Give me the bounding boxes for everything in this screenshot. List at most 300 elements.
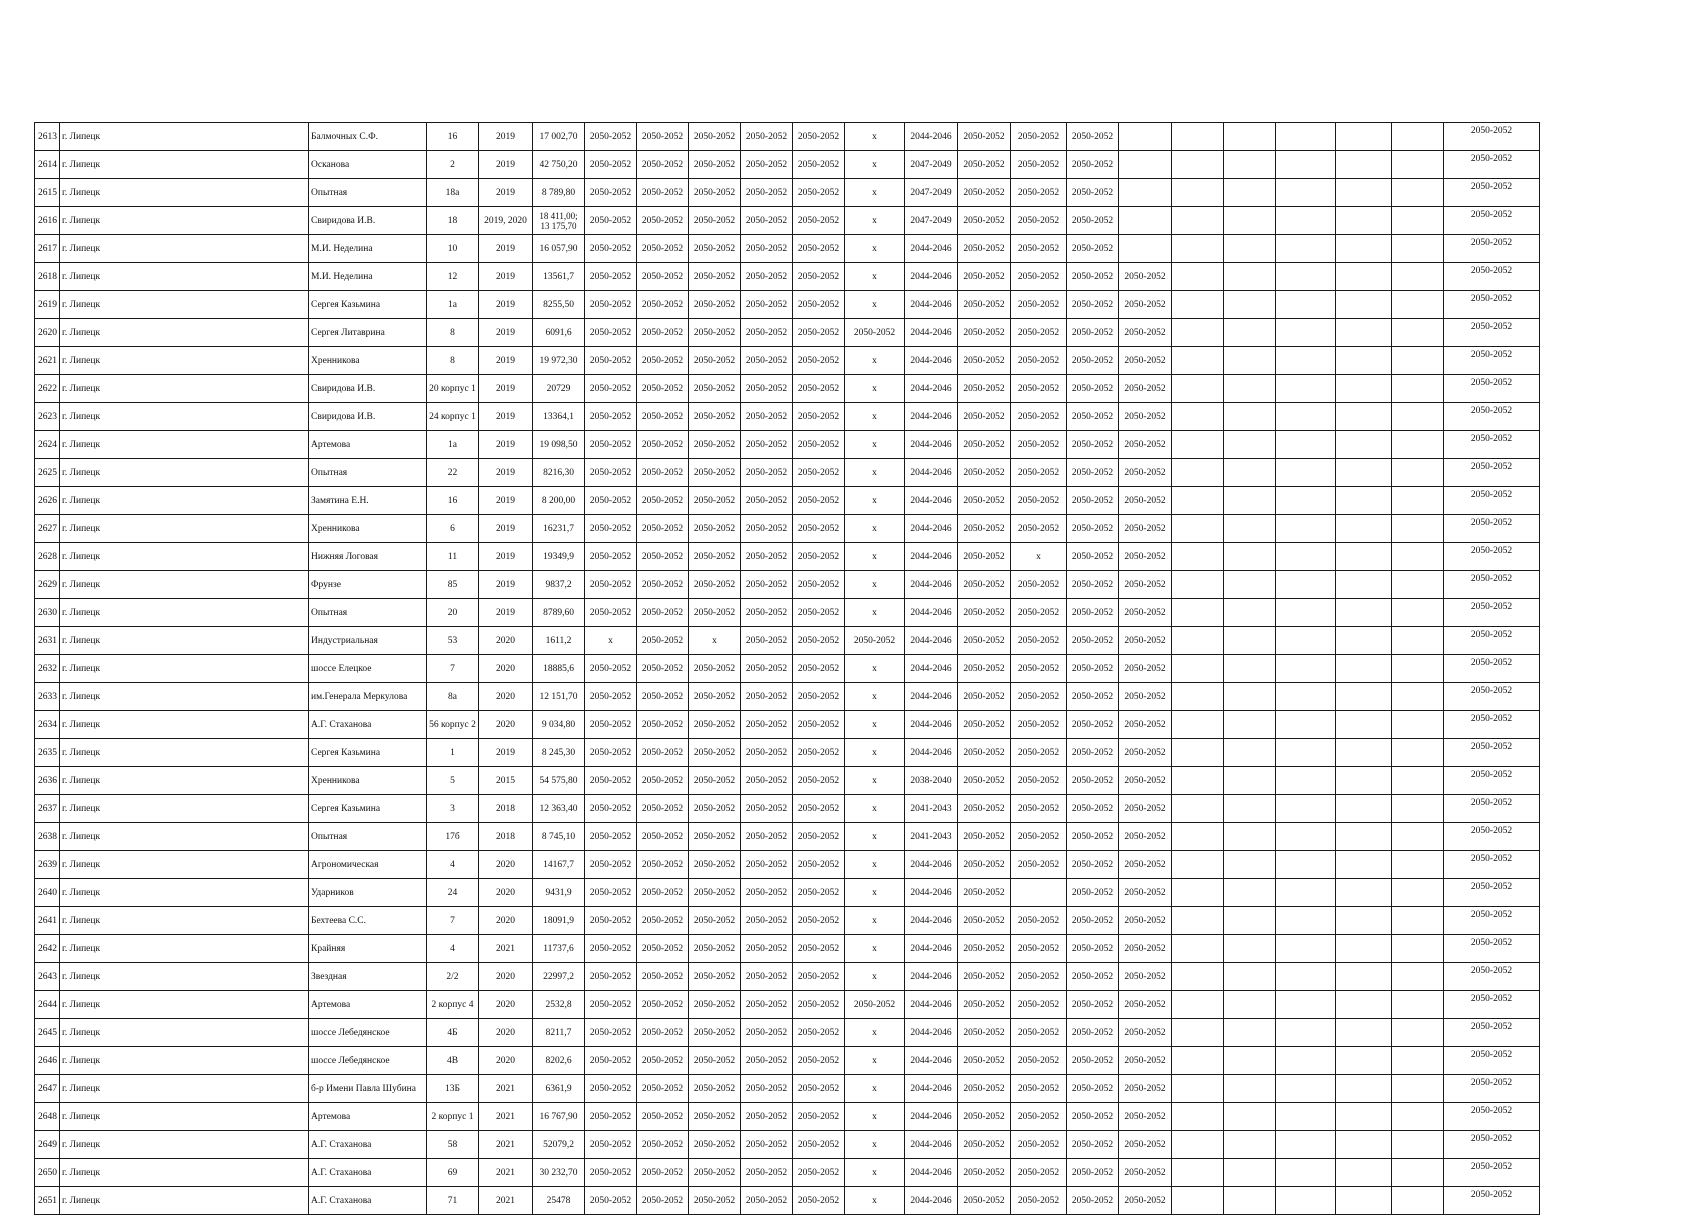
cell-period-col-7: 2044-2046 (905, 319, 958, 347)
table-row (35, 795, 1540, 823)
cell-period-col-last: 2050-2052 (1444, 263, 1540, 291)
cell-period-col-14 (1276, 179, 1336, 207)
cell-street: Хренникова (309, 347, 427, 375)
cell-period-col-2: 2050-2052 (637, 375, 689, 403)
cell-period-col-14 (1276, 991, 1336, 1019)
cell-period-col-4: 2050-2052 (741, 1159, 793, 1187)
cell-amount: 25478 (533, 1187, 585, 1215)
table-row (35, 655, 1540, 683)
cell-period-col-3: 2050-2052 (689, 151, 741, 179)
cell-period-col-3: 2050-2052 (689, 1159, 741, 1187)
cell-city: г. Липецк (60, 823, 309, 851)
cell-period-col-2: 2050-2052 (637, 739, 689, 767)
cell-period-col-15 (1336, 487, 1392, 515)
cell-period-col-9: 2050-2052 (1011, 1047, 1067, 1075)
cell-period-col-13 (1224, 879, 1276, 907)
cell-year: 2021 (479, 1187, 533, 1215)
cell-period-col-6: x (845, 151, 905, 179)
cell-period-col-10: 2050-2052 (1067, 1019, 1119, 1047)
cell-period-col-15 (1336, 1103, 1392, 1131)
cell-street: Сергея Казьмина (309, 739, 427, 767)
cell-period-col-5: 2050-2052 (793, 543, 845, 571)
cell-period-col-9: 2050-2052 (1011, 403, 1067, 431)
cell-amount: 9837,2 (533, 571, 585, 599)
cell-period-col-2: 2050-2052 (637, 235, 689, 263)
cell-street: Балмочных С.Ф. (309, 123, 427, 151)
cell-period-col-13 (1224, 963, 1276, 991)
cell-period-col-11: 2050-2052 (1119, 627, 1172, 655)
cell-period-col-5: 2050-2052 (793, 319, 845, 347)
cell-year: 2019 (479, 235, 533, 263)
cell-year: 2021 (479, 1103, 533, 1131)
cell-period-col-14 (1276, 235, 1336, 263)
cell-period-col-15 (1336, 1047, 1392, 1075)
cell-period-col-9: 2050-2052 (1011, 1131, 1067, 1159)
cell-period-col-3: 2050-2052 (689, 263, 741, 291)
cell-row-number: 2627 (35, 515, 60, 543)
cell-period-col-12 (1172, 711, 1224, 739)
cell-period-col-15 (1336, 235, 1392, 263)
cell-amount: 18885,6 (533, 655, 585, 683)
table-row (35, 347, 1540, 375)
cell-period-col-12 (1172, 963, 1224, 991)
cell-period-col-last: 2050-2052 (1444, 683, 1540, 711)
cell-period-col-16 (1392, 1159, 1444, 1187)
cell-period-col-13 (1224, 515, 1276, 543)
cell-period-col-last: 2050-2052 (1444, 851, 1540, 879)
cell-period-col-6: x (845, 767, 905, 795)
cell-amount: 8216,30 (533, 459, 585, 487)
cell-period-col-14 (1276, 123, 1336, 151)
cell-period-col-12 (1172, 375, 1224, 403)
cell-period-col-4: 2050-2052 (741, 823, 793, 851)
cell-period-col-3: 2050-2052 (689, 543, 741, 571)
table-row (35, 235, 1540, 263)
cell-period-col-3: 2050-2052 (689, 767, 741, 795)
cell-row-number: 2624 (35, 431, 60, 459)
cell-period-col-4: 2050-2052 (741, 403, 793, 431)
cell-period-col-12 (1172, 1019, 1224, 1047)
cell-period-col-16 (1392, 1047, 1444, 1075)
cell-period-col-10: 2050-2052 (1067, 1103, 1119, 1131)
cell-period-col-14 (1276, 823, 1336, 851)
cell-house-number: 53 (427, 627, 479, 655)
cell-period-col-8: 2050-2052 (958, 179, 1011, 207)
cell-period-col-5: 2050-2052 (793, 907, 845, 935)
cell-period-col-2: 2050-2052 (637, 543, 689, 571)
cell-period-col-13 (1224, 1159, 1276, 1187)
cell-period-col-16 (1392, 1131, 1444, 1159)
cell-period-col-1: 2050-2052 (585, 319, 637, 347)
cell-period-col-8: 2050-2052 (958, 571, 1011, 599)
cell-period-col-8: 2050-2052 (958, 599, 1011, 627)
cell-period-col-13 (1224, 767, 1276, 795)
cell-period-col-2: 2050-2052 (637, 459, 689, 487)
cell-period-col-1: 2050-2052 (585, 1075, 637, 1103)
cell-period-col-10: 2050-2052 (1067, 487, 1119, 515)
cell-period-col-7: 2044-2046 (905, 543, 958, 571)
cell-period-col-16 (1392, 319, 1444, 347)
cell-period-col-5: 2050-2052 (793, 179, 845, 207)
cell-period-col-2: 2050-2052 (637, 1047, 689, 1075)
cell-year: 2019 (479, 515, 533, 543)
cell-period-col-5: 2050-2052 (793, 795, 845, 823)
cell-year: 2019 (479, 319, 533, 347)
cell-period-col-1: 2050-2052 (585, 1047, 637, 1075)
cell-period-col-1: 2050-2052 (585, 151, 637, 179)
cell-period-col-14 (1276, 347, 1336, 375)
cell-amount: 8202,6 (533, 1047, 585, 1075)
cell-row-number: 2615 (35, 179, 60, 207)
cell-period-col-14 (1276, 1019, 1336, 1047)
cell-period-col-16 (1392, 1187, 1444, 1215)
cell-period-col-9: 2050-2052 (1011, 291, 1067, 319)
cell-period-col-11: 2050-2052 (1119, 823, 1172, 851)
cell-house-number: 8а (427, 683, 479, 711)
cell-period-col-5: 2050-2052 (793, 711, 845, 739)
cell-period-col-8: 2050-2052 (958, 627, 1011, 655)
cell-period-col-3: 2050-2052 (689, 795, 741, 823)
cell-period-col-1: 2050-2052 (585, 963, 637, 991)
cell-period-col-12 (1172, 543, 1224, 571)
cell-house-number: 4 (427, 851, 479, 879)
cell-period-col-15 (1336, 767, 1392, 795)
cell-row-number: 2638 (35, 823, 60, 851)
cell-house-number: 12 (427, 263, 479, 291)
cell-year: 2021 (479, 1159, 533, 1187)
cell-period-col-5: 2050-2052 (793, 627, 845, 655)
cell-amount: 11737,6 (533, 935, 585, 963)
cell-house-number: 18 (427, 207, 479, 235)
cell-period-col-3: 2050-2052 (689, 207, 741, 235)
cell-amount: 42 750,20 (533, 151, 585, 179)
cell-period-col-5: 2050-2052 (793, 1047, 845, 1075)
cell-period-col-12 (1172, 1103, 1224, 1131)
cell-period-col-15 (1336, 879, 1392, 907)
cell-period-col-9: 2050-2052 (1011, 431, 1067, 459)
cell-period-col-1: 2050-2052 (585, 711, 637, 739)
cell-period-col-15 (1336, 431, 1392, 459)
cell-period-col-15 (1336, 627, 1392, 655)
cell-period-col-2: 2050-2052 (637, 1187, 689, 1215)
cell-period-col-1: 2050-2052 (585, 1103, 637, 1131)
cell-period-col-12 (1172, 599, 1224, 627)
cell-period-col-3: x (689, 627, 741, 655)
cell-period-col-5: 2050-2052 (793, 823, 845, 851)
cell-period-col-15 (1336, 935, 1392, 963)
table-row (35, 543, 1540, 571)
cell-row-number: 2625 (35, 459, 60, 487)
cell-house-number: 24 (427, 879, 479, 907)
table-row (35, 879, 1540, 907)
cell-period-col-6: 2050-2052 (845, 627, 905, 655)
cell-period-col-11 (1119, 151, 1172, 179)
table-row (35, 375, 1540, 403)
cell-period-col-1: 2050-2052 (585, 179, 637, 207)
cell-city: г. Липецк (60, 963, 309, 991)
cell-street: М.И. Неделина (309, 263, 427, 291)
cell-period-col-4: 2050-2052 (741, 543, 793, 571)
table-row (35, 207, 1540, 235)
cell-period-col-11 (1119, 235, 1172, 263)
cell-row-number: 2643 (35, 963, 60, 991)
cell-period-col-8: 2050-2052 (958, 1075, 1011, 1103)
cell-period-col-5: 2050-2052 (793, 347, 845, 375)
cell-period-col-12 (1172, 1047, 1224, 1075)
cell-amount: 8255,50 (533, 291, 585, 319)
cell-city: г. Липецк (60, 739, 309, 767)
cell-period-col-5: 2050-2052 (793, 291, 845, 319)
cell-period-col-5: 2050-2052 (793, 991, 845, 1019)
cell-period-col-4: 2050-2052 (741, 431, 793, 459)
cell-period-col-5: 2050-2052 (793, 599, 845, 627)
cell-period-col-1: 2050-2052 (585, 1131, 637, 1159)
cell-period-col-9: 2050-2052 (1011, 515, 1067, 543)
cell-period-col-2: 2050-2052 (637, 1075, 689, 1103)
cell-year: 2019 (479, 151, 533, 179)
cell-city: г. Липецк (60, 599, 309, 627)
cell-row-number: 2650 (35, 1159, 60, 1187)
cell-period-col-11: 2050-2052 (1119, 991, 1172, 1019)
cell-period-col-7: 2044-2046 (905, 1131, 958, 1159)
cell-period-col-8: 2050-2052 (958, 403, 1011, 431)
cell-period-col-6: x (845, 431, 905, 459)
cell-period-col-7: 2044-2046 (905, 515, 958, 543)
cell-period-col-2: 2050-2052 (637, 851, 689, 879)
cell-period-col-3: 2050-2052 (689, 1103, 741, 1131)
cell-period-col-9: 2050-2052 (1011, 1019, 1067, 1047)
cell-period-col-2: 2050-2052 (637, 1103, 689, 1131)
cell-period-col-1: 2050-2052 (585, 1187, 637, 1215)
cell-period-col-last: 2050-2052 (1444, 543, 1540, 571)
cell-street: А.Г. Стаханова (309, 1187, 427, 1215)
cell-year: 2015 (479, 767, 533, 795)
cell-period-col-10: 2050-2052 (1067, 823, 1119, 851)
table-row (35, 627, 1540, 655)
cell-period-col-11: 2050-2052 (1119, 795, 1172, 823)
cell-period-col-13 (1224, 1187, 1276, 1215)
cell-period-col-7: 2044-2046 (905, 431, 958, 459)
cell-city: г. Липецк (60, 515, 309, 543)
cell-period-col-13 (1224, 431, 1276, 459)
table-row (35, 683, 1540, 711)
cell-period-col-9: 2050-2052 (1011, 1159, 1067, 1187)
cell-period-col-7: 2044-2046 (905, 459, 958, 487)
cell-city: г. Липецк (60, 627, 309, 655)
cell-street: А.Г. Стаханова (309, 1159, 427, 1187)
cell-year: 2021 (479, 1131, 533, 1159)
cell-period-col-3: 2050-2052 (689, 319, 741, 347)
cell-year: 2019 (479, 263, 533, 291)
cell-amount: 20729 (533, 375, 585, 403)
cell-period-col-11: 2050-2052 (1119, 963, 1172, 991)
cell-period-col-10: 2050-2052 (1067, 627, 1119, 655)
cell-period-col-13 (1224, 207, 1276, 235)
cell-period-col-13 (1224, 795, 1276, 823)
cell-amount: 13561,7 (533, 263, 585, 291)
cell-period-col-7: 2044-2046 (905, 991, 958, 1019)
cell-period-col-15 (1336, 319, 1392, 347)
cell-period-col-14 (1276, 1187, 1336, 1215)
cell-period-col-last: 2050-2052 (1444, 1187, 1540, 1215)
table-row (35, 1075, 1540, 1103)
cell-period-col-6: x (845, 1159, 905, 1187)
cell-house-number: 1а (427, 431, 479, 459)
cell-period-col-3: 2050-2052 (689, 599, 741, 627)
cell-amount: 19349,9 (533, 543, 585, 571)
cell-period-col-1: 2050-2052 (585, 459, 637, 487)
cell-period-col-14 (1276, 655, 1336, 683)
cell-amount: 8 245,30 (533, 739, 585, 767)
cell-period-col-14 (1276, 739, 1336, 767)
cell-period-col-1: 2050-2052 (585, 879, 637, 907)
cell-period-col-10: 2050-2052 (1067, 543, 1119, 571)
cell-period-col-11: 2050-2052 (1119, 291, 1172, 319)
cell-period-col-10: 2050-2052 (1067, 403, 1119, 431)
cell-period-col-15 (1336, 739, 1392, 767)
cell-period-col-7: 2044-2046 (905, 599, 958, 627)
cell-period-col-4: 2050-2052 (741, 319, 793, 347)
cell-period-col-8: 2050-2052 (958, 235, 1011, 263)
cell-house-number: 5 (427, 767, 479, 795)
cell-street: Хренникова (309, 515, 427, 543)
cell-period-col-10: 2050-2052 (1067, 235, 1119, 263)
cell-period-col-13 (1224, 991, 1276, 1019)
cell-period-col-4: 2050-2052 (741, 599, 793, 627)
cell-period-col-3: 2050-2052 (689, 879, 741, 907)
cell-period-col-14 (1276, 1047, 1336, 1075)
cell-period-col-13 (1224, 403, 1276, 431)
cell-period-col-6: x (845, 655, 905, 683)
cell-year: 2020 (479, 1019, 533, 1047)
table-row (35, 963, 1540, 991)
cell-period-col-1: 2050-2052 (585, 487, 637, 515)
cell-period-col-1: 2050-2052 (585, 991, 637, 1019)
cell-period-col-15 (1336, 795, 1392, 823)
cell-period-col-12 (1172, 487, 1224, 515)
cell-year: 2019 (479, 599, 533, 627)
cell-period-col-14 (1276, 1103, 1336, 1131)
cell-period-col-11: 2050-2052 (1119, 739, 1172, 767)
cell-period-col-13 (1224, 739, 1276, 767)
cell-house-number: 7 (427, 655, 479, 683)
cell-period-col-6: 2050-2052 (845, 991, 905, 1019)
cell-period-col-13 (1224, 375, 1276, 403)
cell-period-col-12 (1172, 991, 1224, 1019)
cell-period-col-3: 2050-2052 (689, 963, 741, 991)
cell-period-col-3: 2050-2052 (689, 739, 741, 767)
cell-period-col-9: 2050-2052 (1011, 123, 1067, 151)
cell-row-number: 2640 (35, 879, 60, 907)
table-row (35, 263, 1540, 291)
cell-period-col-last: 2050-2052 (1444, 487, 1540, 515)
cell-period-col-last: 2050-2052 (1444, 151, 1540, 179)
cell-amount: 19 098,50 (533, 431, 585, 459)
table-row (35, 599, 1540, 627)
cell-period-col-14 (1276, 1075, 1336, 1103)
cell-period-col-10: 2050-2052 (1067, 1075, 1119, 1103)
cell-year: 2020 (479, 879, 533, 907)
cell-amount: 8789,60 (533, 599, 585, 627)
cell-row-number: 2634 (35, 711, 60, 739)
cell-period-col-4: 2050-2052 (741, 151, 793, 179)
cell-period-col-13 (1224, 935, 1276, 963)
cell-amount: 54 575,80 (533, 767, 585, 795)
cell-amount: 13364,1 (533, 403, 585, 431)
cell-period-col-13 (1224, 543, 1276, 571)
cell-city: г. Липецк (60, 907, 309, 935)
cell-period-col-7: 2044-2046 (905, 571, 958, 599)
cell-period-col-8: 2050-2052 (958, 515, 1011, 543)
cell-period-col-10: 2050-2052 (1067, 599, 1119, 627)
cell-year: 2020 (479, 1047, 533, 1075)
cell-period-col-10: 2050-2052 (1067, 123, 1119, 151)
cell-period-col-3: 2050-2052 (689, 1047, 741, 1075)
cell-period-col-4: 2050-2052 (741, 851, 793, 879)
cell-house-number: 2/2 (427, 963, 479, 991)
cell-period-col-15 (1336, 823, 1392, 851)
cell-period-col-12 (1172, 655, 1224, 683)
cell-period-col-14 (1276, 375, 1336, 403)
cell-period-col-9: 2050-2052 (1011, 1187, 1067, 1215)
table-row (35, 851, 1540, 879)
cell-period-col-8: 2050-2052 (958, 683, 1011, 711)
cell-house-number: 1 (427, 739, 479, 767)
cell-period-col-6: x (845, 235, 905, 263)
cell-row-number: 2645 (35, 1019, 60, 1047)
cell-period-col-5: 2050-2052 (793, 487, 845, 515)
cell-city: г. Липецк (60, 179, 309, 207)
cell-street: Опытная (309, 459, 427, 487)
cell-period-col-4: 2050-2052 (741, 1187, 793, 1215)
cell-period-col-15 (1336, 179, 1392, 207)
cell-period-col-10: 2050-2052 (1067, 515, 1119, 543)
cell-period-col-9: 2050-2052 (1011, 571, 1067, 599)
cell-city: г. Липецк (60, 263, 309, 291)
cell-row-number: 2613 (35, 123, 60, 151)
cell-period-col-16 (1392, 179, 1444, 207)
cell-row-number: 2617 (35, 235, 60, 263)
cell-period-col-8: 2050-2052 (958, 459, 1011, 487)
cell-period-col-8: 2050-2052 (958, 795, 1011, 823)
cell-period-col-4: 2050-2052 (741, 683, 793, 711)
cell-period-col-13 (1224, 655, 1276, 683)
cell-house-number: 2 корпус 1 (427, 1103, 479, 1131)
cell-period-col-13 (1224, 1047, 1276, 1075)
cell-year: 2019 (479, 571, 533, 599)
cell-period-col-3: 2050-2052 (689, 431, 741, 459)
cell-period-col-15 (1336, 1159, 1392, 1187)
cell-period-col-last: 2050-2052 (1444, 823, 1540, 851)
cell-period-col-1: 2050-2052 (585, 235, 637, 263)
cell-period-col-1: 2050-2052 (585, 1019, 637, 1047)
cell-house-number: 4В (427, 1047, 479, 1075)
cell-street: Свиридова И.В. (309, 207, 427, 235)
cell-period-col-7: 2044-2046 (905, 935, 958, 963)
cell-city: г. Липецк (60, 1187, 309, 1215)
cell-period-col-13 (1224, 1075, 1276, 1103)
cell-period-col-9: 2050-2052 (1011, 739, 1067, 767)
cell-year: 2020 (479, 907, 533, 935)
cell-year: 2020 (479, 711, 533, 739)
cell-period-col-last: 2050-2052 (1444, 1159, 1540, 1187)
cell-period-col-11: 2050-2052 (1119, 879, 1172, 907)
cell-period-col-4: 2050-2052 (741, 1047, 793, 1075)
cell-period-col-7: 2044-2046 (905, 655, 958, 683)
cell-period-col-1: 2050-2052 (585, 347, 637, 375)
cell-period-col-7: 2044-2046 (905, 1103, 958, 1131)
cell-period-col-15 (1336, 963, 1392, 991)
